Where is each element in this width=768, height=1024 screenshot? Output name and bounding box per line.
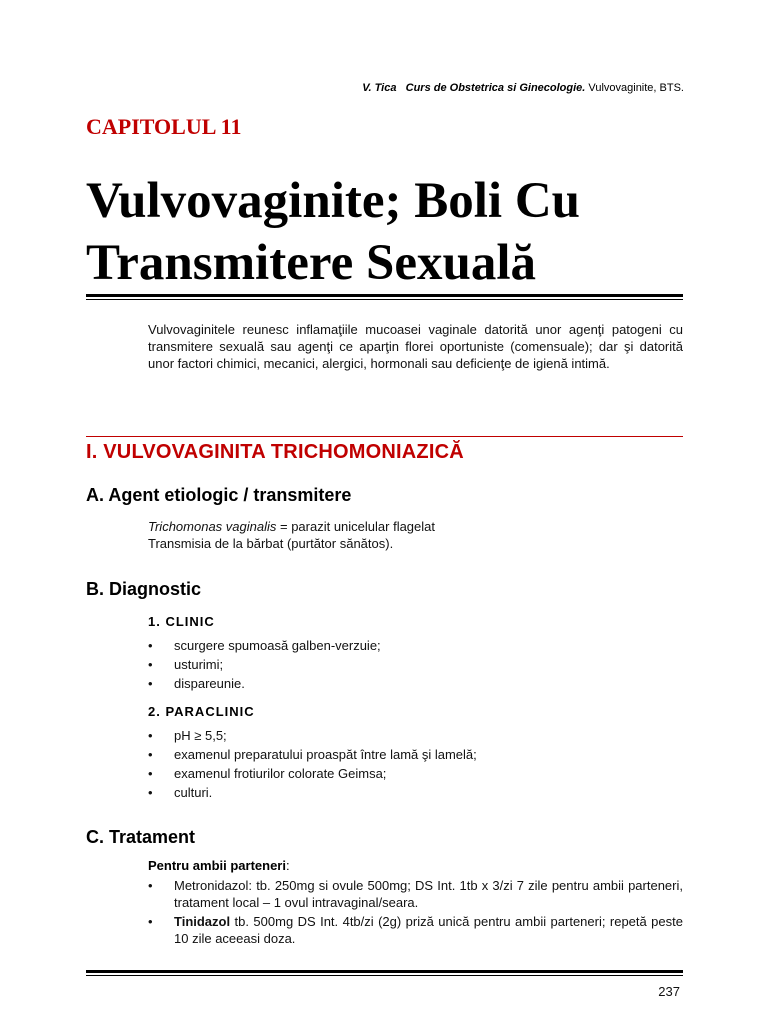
title-divider-thin — [86, 299, 683, 300]
list-item: • scurgere spumoasă galben-verzuie; — [148, 636, 683, 655]
organism-name: Trichomonas vaginalis — [148, 519, 277, 534]
both-partners-label — [148, 858, 290, 873]
list-item: • examenul frotiurilor colorate Geimsa; — [148, 764, 683, 783]
both-partners-text: Pentru ambii parteneri — [148, 858, 286, 873]
diagnostic-heading: B. Diagnostic — [86, 579, 202, 599]
chapter-title-line-1: Vulvovaginite; Boli Cu — [86, 173, 581, 229]
both-partners-colon: : — [285, 858, 290, 873]
clinic-list — [148, 636, 683, 693]
list-item: • pH ≥ 5,5; — [148, 726, 683, 745]
title-divider-thick — [86, 294, 683, 297]
treatment-heading: C. Tratament — [86, 827, 196, 847]
organism-description: = parazit unicelular flagelat — [276, 519, 435, 534]
treatment-list — [148, 877, 683, 949]
tinidazol-dosage: tb. 500mg DS Int. 4tb/zi (2g) priză unică pentru ambii parteneri; repetă peste 10 zile aceeasi doza. — [174, 914, 683, 946]
header-course: Curs de Obstetrica si Ginecologie. — [405, 82, 586, 94]
footer-divider-thin — [86, 975, 683, 976]
agent-organism-line — [148, 518, 435, 535]
section-title: I. VULVOVAGINITA TRICHOMONIAZICĂ — [86, 441, 464, 463]
treatment-item-metronidazol: • Metronidazol: tb. 250mg si ovule 500mg; DS Int. 1tb x 3/zi 7 zile pentru ambii parteneri, tratament local – 1 ovul intravaginal/seara. — [148, 877, 683, 911]
chapter-title — [86, 170, 686, 294]
paraclinic-list — [148, 726, 683, 802]
transmission-text: Transmisia de la bărbat (purtător sănătos). — [148, 536, 394, 551]
treatment-item-tinidazol — [148, 913, 683, 947]
agent-heading: A. Agent etiologic / transmitere — [86, 485, 352, 505]
footer-divider-thick — [86, 970, 683, 973]
list-item: • culturi. — [148, 783, 683, 802]
list-item: • usturimi; — [148, 655, 683, 674]
chapter-label: CAPITOLUL 11 — [86, 114, 242, 139]
page-number: 237 — [658, 984, 680, 999]
paraclinic-heading: 2. PARACLINIC — [148, 704, 255, 719]
list-item: • dispareunie. — [148, 674, 683, 693]
tinidazol-name: Tinidazol — [174, 914, 231, 929]
list-item: • examenul preparatului proaspăt între lamă şi lamelă; — [148, 745, 683, 764]
section-divider — [86, 436, 683, 437]
intro-paragraph: Vulvovaginitele reunesc inflamaţiile mucoasei vaginale datorită unor agenţi patogeni cu transmitere sexuală sau agenţi ce aparţin florei oportuniste (comensuale); dar şi datorită unor factori chimici, mecanici, alergici, hormonali sau deficienţe de igienă intimă. — [148, 322, 683, 371]
running-header — [362, 82, 684, 94]
header-topic: Vulvovaginite, BTS. — [588, 82, 684, 94]
header-author: V. Tica — [362, 82, 397, 94]
chapter-title-line-2: Transmitere Sexuală — [86, 235, 536, 291]
clinic-heading: 1. CLINIC — [148, 614, 215, 629]
